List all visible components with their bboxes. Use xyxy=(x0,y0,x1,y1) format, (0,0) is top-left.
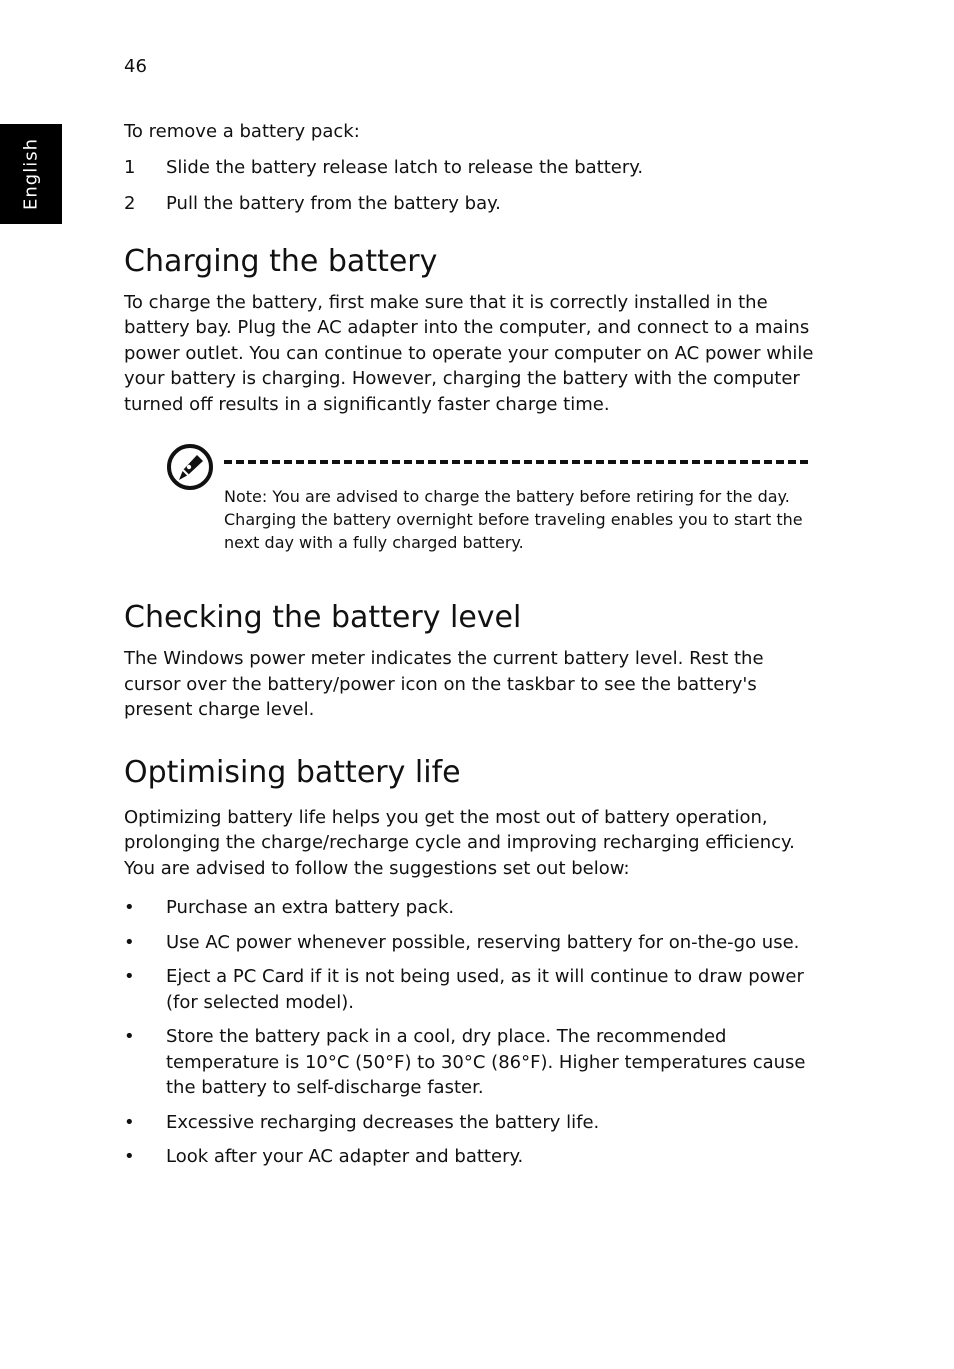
remove-intro: To remove a battery pack: xyxy=(124,121,360,142)
list-item-text: Look after your AC adapter and battery. xyxy=(166,1146,524,1167)
bullet-mark: • xyxy=(124,1146,135,1167)
optimising-body: Optimizing battery life helps you get the most out of battery operation, prolonging the charge/recharge cycle and improving recharging efficiency. You are advised to follow the suggestions set out below: xyxy=(124,806,795,879)
list-item-text: Store the battery pack in a cool, dry place. The recommended temperature is 10°C (50°F) to 30°C (86°F). Higher temperatures cause the battery to self-discharge faster. xyxy=(166,1026,806,1098)
note-body: : You are advised to charge the battery before retiring for the day. Charging the battery overnight before traveling enables you to start the next day with a fully charged battery. xyxy=(224,487,803,552)
note-text xyxy=(224,485,804,554)
note-label: Note xyxy=(224,487,262,506)
step-number: 1 xyxy=(124,156,136,178)
list-item xyxy=(124,1144,814,1170)
bullet-mark: • xyxy=(124,931,135,953)
checking-body: The Windows power meter indicates the current battery level. Rest the cursor over the battery/power icon on the taskbar to see the battery's present charge level. xyxy=(124,648,764,720)
side-tab-label: English xyxy=(20,138,42,210)
list-item xyxy=(124,930,814,956)
bullet-mark: • xyxy=(124,897,135,918)
list-item xyxy=(124,895,814,921)
bullet-mark: • xyxy=(124,1026,135,1047)
list-item-text: Use AC power whenever possible, reserving battery for on-the-go use. xyxy=(166,931,800,953)
list-item-text: Purchase an extra battery pack. xyxy=(166,897,455,918)
step-number: 2 xyxy=(124,193,136,214)
list-item-text: Excessive recharging decreases the battery life. xyxy=(166,1111,600,1133)
list-item xyxy=(124,1024,814,1101)
bullet-mark: • xyxy=(124,966,135,987)
section-heading-checking: Checking the battery level xyxy=(124,600,522,635)
list-item xyxy=(124,1110,814,1136)
step-item xyxy=(124,155,814,181)
page-number: 46 xyxy=(124,56,147,77)
step-text: Slide the battery release latch to release the battery. xyxy=(166,156,644,178)
note-box xyxy=(124,443,814,573)
list-item xyxy=(124,964,814,1015)
step-text: Pull the battery from the battery bay. xyxy=(166,193,501,214)
step-item xyxy=(124,191,814,217)
section-heading-optimising: Optimising battery life xyxy=(124,754,461,790)
note-dashed-rule xyxy=(224,460,808,464)
note-pen-icon xyxy=(166,443,214,491)
bullet-mark: • xyxy=(124,1111,135,1133)
charging-body: To charge the battery, first make sure that it is correctly installed in the battery bay. Plug the AC adapter into the computer, and connect to a mains power outlet. You can continue to operate your computer on AC power while your battery is charging. However, charging the battery with the computer turned off results in a significantly faster charge time. xyxy=(124,291,814,415)
language-side-tab xyxy=(0,124,62,224)
page-content xyxy=(124,119,814,1179)
list-item-text: Eject a PC Card if it is not being used, as it will continue to draw power (for selected model). xyxy=(166,966,804,1013)
section-heading-charging: Charging the battery xyxy=(124,243,438,279)
